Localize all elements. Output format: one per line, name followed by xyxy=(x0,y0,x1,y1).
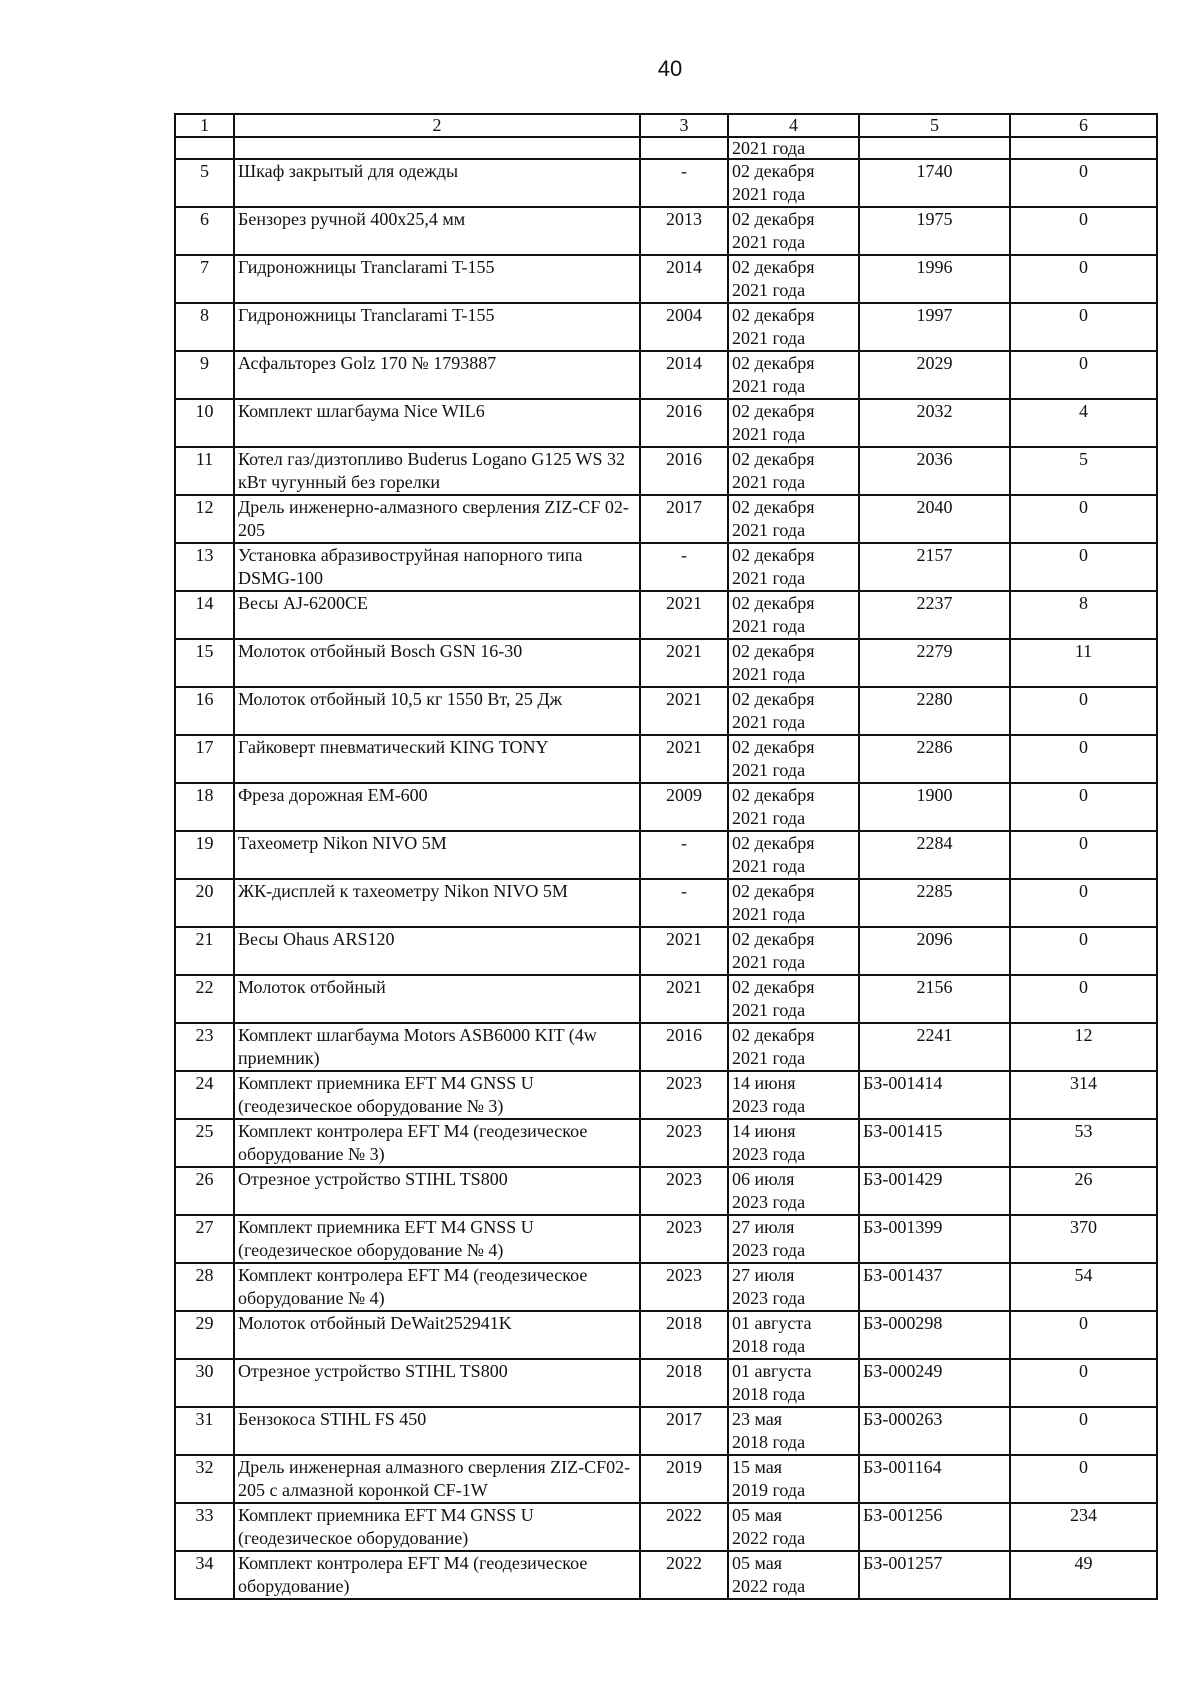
table-row xyxy=(175,1407,1157,1455)
inventory-number-cell: 2156 xyxy=(859,975,1010,1023)
year-cell: 2021 xyxy=(640,639,728,687)
year-cell: 2018 xyxy=(640,1359,728,1407)
inventory-number-cell: 2241 xyxy=(859,1023,1010,1071)
item-name-cell: Гайковерт пневматический KING TONY xyxy=(234,735,640,783)
value-cell: 0 xyxy=(1010,735,1157,783)
table-row xyxy=(175,879,1157,927)
inventory-number-cell: 2040 xyxy=(859,495,1010,543)
inventory-number-cell: 2096 xyxy=(859,927,1010,975)
row-number-cell: 6 xyxy=(175,207,234,255)
table-row xyxy=(175,159,1157,207)
date-cell: 05 мая 2022 года xyxy=(728,1551,859,1599)
year-cell: 2017 xyxy=(640,495,728,543)
date-cell: 06 июля 2023 года xyxy=(728,1167,859,1215)
inventory-number-cell: БЗ-001414 xyxy=(859,1071,1010,1119)
inventory-number-cell: 2036 xyxy=(859,447,1010,495)
value-cell xyxy=(1010,137,1157,159)
row-number-cell: 8 xyxy=(175,303,234,351)
year-cell: 2021 xyxy=(640,591,728,639)
value-cell: 26 xyxy=(1010,1167,1157,1215)
item-name-cell: Бензокоса STIHL FS 450 xyxy=(234,1407,640,1455)
item-name-cell: Асфальторез Golz 170 № 1793887 xyxy=(234,351,640,399)
year-cell: - xyxy=(640,159,728,207)
inventory-number-cell: 2237 xyxy=(859,591,1010,639)
value-cell: 0 xyxy=(1010,1407,1157,1455)
row-number-cell: 13 xyxy=(175,543,234,591)
date-cell: 02 декабря 2021 года xyxy=(728,879,859,927)
table-row xyxy=(175,1119,1157,1167)
row-number-cell: 16 xyxy=(175,687,234,735)
row-number-cell: 22 xyxy=(175,975,234,1023)
table-row xyxy=(175,255,1157,303)
item-name-cell: Весы Ohaus ARS120 xyxy=(234,927,640,975)
column-header: 1 xyxy=(175,114,234,137)
row-number-cell: 20 xyxy=(175,879,234,927)
year-cell: 2023 xyxy=(640,1119,728,1167)
date-cell: 02 декабря 2021 года xyxy=(728,783,859,831)
year-cell: 2021 xyxy=(640,735,728,783)
row-number-cell: 17 xyxy=(175,735,234,783)
table-row xyxy=(175,447,1157,495)
inventory-number-cell: 1996 xyxy=(859,255,1010,303)
row-number-cell: 27 xyxy=(175,1215,234,1263)
date-cell: 02 декабря 2021 года xyxy=(728,1023,859,1071)
table-row xyxy=(175,1551,1157,1599)
column-header: 3 xyxy=(640,114,728,137)
inventory-number-cell: 1975 xyxy=(859,207,1010,255)
item-name-cell: Молоток отбойный 10,5 кг 1550 Вт, 25 Дж xyxy=(234,687,640,735)
value-cell: 0 xyxy=(1010,255,1157,303)
year-cell: 2004 xyxy=(640,303,728,351)
value-cell: 49 xyxy=(1010,1551,1157,1599)
table-row xyxy=(175,783,1157,831)
value-cell: 5 xyxy=(1010,447,1157,495)
item-name-cell: Молоток отбойный xyxy=(234,975,640,1023)
table-row xyxy=(175,639,1157,687)
year-cell: 2023 xyxy=(640,1263,728,1311)
row-number-cell: 18 xyxy=(175,783,234,831)
year-cell xyxy=(640,137,728,159)
date-cell: 01 августа 2018 года xyxy=(728,1311,859,1359)
date-cell: 01 августа 2018 года xyxy=(728,1359,859,1407)
table-row xyxy=(175,735,1157,783)
item-name-cell: Шкаф закрытый для одежды xyxy=(234,159,640,207)
date-cell: 15 мая 2019 года xyxy=(728,1455,859,1503)
year-cell: 2016 xyxy=(640,1023,728,1071)
value-cell: 0 xyxy=(1010,207,1157,255)
inventory-number-cell: 1900 xyxy=(859,783,1010,831)
item-name-cell: Бензорез ручной 400х25,4 мм xyxy=(234,207,640,255)
year-cell: 2017 xyxy=(640,1407,728,1455)
value-cell: 8 xyxy=(1010,591,1157,639)
value-cell: 53 xyxy=(1010,1119,1157,1167)
row-number-cell: 12 xyxy=(175,495,234,543)
date-cell: 05 мая 2022 года xyxy=(728,1503,859,1551)
item-name-cell: Комплект шлагбаума Motors ASB6000 KIT (4w приемник) xyxy=(234,1023,640,1071)
column-header: 5 xyxy=(859,114,1010,137)
date-cell: 02 декабря 2021 года xyxy=(728,207,859,255)
year-cell: 2021 xyxy=(640,975,728,1023)
item-name-cell: Комплект контролера EFT M4 (геодезическое оборудование № 3) xyxy=(234,1119,640,1167)
value-cell: 0 xyxy=(1010,303,1157,351)
row-number-cell: 29 xyxy=(175,1311,234,1359)
value-cell: 4 xyxy=(1010,399,1157,447)
row-number-cell: 21 xyxy=(175,927,234,975)
row-number-cell: 10 xyxy=(175,399,234,447)
date-cell: 02 декабря 2021 года xyxy=(728,351,859,399)
inventory-number-cell: 1740 xyxy=(859,159,1010,207)
row-number-cell: 7 xyxy=(175,255,234,303)
column-header: 6 xyxy=(1010,114,1157,137)
date-cell: 14 июня 2023 года xyxy=(728,1119,859,1167)
value-cell: 234 xyxy=(1010,1503,1157,1551)
table-row xyxy=(175,1263,1157,1311)
year-cell: 2009 xyxy=(640,783,728,831)
item-name-cell: Фреза дорожная EM-600 xyxy=(234,783,640,831)
row-number-cell: 28 xyxy=(175,1263,234,1311)
value-cell: 0 xyxy=(1010,1455,1157,1503)
item-name-cell: Молоток отбойный DeWait252941K xyxy=(234,1311,640,1359)
date-cell: 02 декабря 2021 года xyxy=(728,639,859,687)
table-row xyxy=(175,1167,1157,1215)
year-cell: 2021 xyxy=(640,927,728,975)
inventory-number-cell: БЗ-001256 xyxy=(859,1503,1010,1551)
value-cell: 314 xyxy=(1010,1071,1157,1119)
date-cell: 02 декабря 2021 года xyxy=(728,495,859,543)
date-cell: 02 декабря 2021 года xyxy=(728,927,859,975)
table-row xyxy=(175,1215,1157,1263)
year-cell: - xyxy=(640,831,728,879)
row-number-cell: 5 xyxy=(175,159,234,207)
table-row xyxy=(175,975,1157,1023)
inventory-number-cell: БЗ-001437 xyxy=(859,1263,1010,1311)
value-cell: 0 xyxy=(1010,783,1157,831)
table-row xyxy=(175,207,1157,255)
item-name-cell: Комплект приемника EFT M4 GNSS U (геодезическое оборудование № 3) xyxy=(234,1071,640,1119)
value-cell: 0 xyxy=(1010,159,1157,207)
item-name-cell: Отрезное устройство STIHL TS800 xyxy=(234,1167,640,1215)
date-cell: 02 декабря 2021 года xyxy=(728,543,859,591)
table-row xyxy=(175,687,1157,735)
inventory-number-cell: 2285 xyxy=(859,879,1010,927)
column-header: 2 xyxy=(234,114,640,137)
year-cell: 2018 xyxy=(640,1311,728,1359)
table-row xyxy=(175,1311,1157,1359)
item-name-cell: Отрезное устройство STIHL TS800 xyxy=(234,1359,640,1407)
value-cell: 0 xyxy=(1010,975,1157,1023)
year-cell: 2023 xyxy=(640,1071,728,1119)
column-header-row xyxy=(175,114,1157,137)
year-cell: - xyxy=(640,879,728,927)
year-cell: 2023 xyxy=(640,1167,728,1215)
date-cell: 02 декабря 2021 года xyxy=(728,159,859,207)
row-number-cell: 14 xyxy=(175,591,234,639)
item-name-cell: Комплект приемника EFT M4 GNSS U (геодезическое оборудование № 4) xyxy=(234,1215,640,1263)
inventory-number-cell: 2284 xyxy=(859,831,1010,879)
table-row xyxy=(175,1023,1157,1071)
year-cell: 2014 xyxy=(640,351,728,399)
row-number-cell: 19 xyxy=(175,831,234,879)
year-cell: 2021 xyxy=(640,687,728,735)
value-cell: 12 xyxy=(1010,1023,1157,1071)
inventory-number-cell: БЗ-001164 xyxy=(859,1455,1010,1503)
date-cell: 02 декабря 2021 года xyxy=(728,399,859,447)
date-cell: 02 декабря 2021 года xyxy=(728,687,859,735)
date-cell: 02 декабря 2021 года xyxy=(728,303,859,351)
table-row xyxy=(175,1071,1157,1119)
inventory-number-cell: БЗ-000249 xyxy=(859,1359,1010,1407)
row-number-cell: 30 xyxy=(175,1359,234,1407)
item-name-cell: Комплект контролера EFT M4 (геодезическое оборудование) xyxy=(234,1551,640,1599)
value-cell: 11 xyxy=(1010,639,1157,687)
inventory-number-cell: 1997 xyxy=(859,303,1010,351)
item-name-cell: Комплект приемника EFT M4 GNSS U (геодезическое оборудование) xyxy=(234,1503,640,1551)
row-number-cell: 11 xyxy=(175,447,234,495)
date-cell: 02 декабря 2021 года xyxy=(728,447,859,495)
row-number-cell: 32 xyxy=(175,1455,234,1503)
item-name-cell: Весы AJ-6200CE xyxy=(234,591,640,639)
table-row xyxy=(175,591,1157,639)
date-cell: 02 декабря 2021 года xyxy=(728,255,859,303)
inventory-number-cell: БЗ-001399 xyxy=(859,1215,1010,1263)
table-row xyxy=(175,1503,1157,1551)
item-name-cell: Котел газ/дизтопливо Buderus Logano G125 WS 32 кВт чугунный без горелки xyxy=(234,447,640,495)
item-name-cell: Комплект контролера EFT M4 (геодезическое оборудование № 4) xyxy=(234,1263,640,1311)
row-number-cell: 25 xyxy=(175,1119,234,1167)
date-cell: 14 июня 2023 года xyxy=(728,1071,859,1119)
item-name-cell: Гидроножницы Tranclarami T-155 xyxy=(234,303,640,351)
inventory-number-cell: 2029 xyxy=(859,351,1010,399)
row-number-cell: 15 xyxy=(175,639,234,687)
value-cell: 0 xyxy=(1010,687,1157,735)
value-cell: 0 xyxy=(1010,927,1157,975)
date-cell: 2021 года xyxy=(728,137,859,159)
inventory-number-cell: 2279 xyxy=(859,639,1010,687)
column-header: 4 xyxy=(728,114,859,137)
table-row xyxy=(175,1359,1157,1407)
table-row xyxy=(175,543,1157,591)
row-number-cell: 33 xyxy=(175,1503,234,1551)
value-cell: 0 xyxy=(1010,495,1157,543)
row-number-cell: 24 xyxy=(175,1071,234,1119)
item-name-cell: Тахеометр Nikon NIVO 5M xyxy=(234,831,640,879)
year-cell: 2022 xyxy=(640,1503,728,1551)
year-cell: 2022 xyxy=(640,1551,728,1599)
date-cell: 27 июля 2023 года xyxy=(728,1215,859,1263)
inventory-number-cell: БЗ-000298 xyxy=(859,1311,1010,1359)
value-cell: 0 xyxy=(1010,351,1157,399)
table-row xyxy=(175,831,1157,879)
value-cell: 0 xyxy=(1010,1359,1157,1407)
date-cell: 02 декабря 2021 года xyxy=(728,735,859,783)
item-name-cell: Дрель инженерная алмазного сверления ZIZ-CF02-205 с алмазной коронкой CF-1W xyxy=(234,1455,640,1503)
item-name-cell: Установка абразивоструйная напорного типа DSMG-100 xyxy=(234,543,640,591)
year-cell: 2016 xyxy=(640,447,728,495)
item-name-cell: Гидроножницы Tranclarami T-155 xyxy=(234,255,640,303)
value-cell: 0 xyxy=(1010,1311,1157,1359)
inventory-number-cell: 2286 xyxy=(859,735,1010,783)
inventory-number-cell: 2280 xyxy=(859,687,1010,735)
inventory-number-cell: БЗ-001415 xyxy=(859,1119,1010,1167)
date-cell: 02 декабря 2021 года xyxy=(728,831,859,879)
row-number-cell: 9 xyxy=(175,351,234,399)
year-cell: 2016 xyxy=(640,399,728,447)
row-number-cell xyxy=(175,137,234,159)
year-cell: - xyxy=(640,543,728,591)
date-cell: 02 декабря 2021 года xyxy=(728,975,859,1023)
inventory-number-cell: БЗ-001429 xyxy=(859,1167,1010,1215)
inventory-number-cell: 2157 xyxy=(859,543,1010,591)
row-number-cell: 26 xyxy=(175,1167,234,1215)
inventory-table xyxy=(174,113,1158,1600)
inventory-number-cell: 2032 xyxy=(859,399,1010,447)
value-cell: 370 xyxy=(1010,1215,1157,1263)
year-cell: 2019 xyxy=(640,1455,728,1503)
table-row xyxy=(175,351,1157,399)
date-cell: 27 июля 2023 года xyxy=(728,1263,859,1311)
year-cell: 2014 xyxy=(640,255,728,303)
inventory-number-cell: БЗ-001257 xyxy=(859,1551,1010,1599)
inventory-number-cell: БЗ-000263 xyxy=(859,1407,1010,1455)
item-name-cell: ЖК-дисплей к тахеометру Nikon NIVO 5M xyxy=(234,879,640,927)
year-cell: 2023 xyxy=(640,1215,728,1263)
value-cell: 0 xyxy=(1010,831,1157,879)
inventory-number-cell xyxy=(859,137,1010,159)
table-row xyxy=(175,1455,1157,1503)
value-cell: 0 xyxy=(1010,879,1157,927)
item-name-cell xyxy=(234,137,640,159)
table-row xyxy=(175,495,1157,543)
table-row xyxy=(175,927,1157,975)
row-number-cell: 31 xyxy=(175,1407,234,1455)
value-cell: 54 xyxy=(1010,1263,1157,1311)
item-name-cell: Дрель инженерно-алмазного сверления ZIZ-CF 02-205 xyxy=(234,495,640,543)
table-row xyxy=(175,303,1157,351)
date-cell: 23 мая 2018 года xyxy=(728,1407,859,1455)
table-row xyxy=(175,399,1157,447)
item-name-cell: Комплект шлагбаума Nice WIL6 xyxy=(234,399,640,447)
value-cell: 0 xyxy=(1010,543,1157,591)
page-number: 40 xyxy=(657,56,683,81)
continuation-row xyxy=(175,137,1157,159)
date-cell: 02 декабря 2021 года xyxy=(728,591,859,639)
row-number-cell: 23 xyxy=(175,1023,234,1071)
row-number-cell: 34 xyxy=(175,1551,234,1599)
year-cell: 2013 xyxy=(640,207,728,255)
item-name-cell: Молоток отбойный Bosch GSN 16-30 xyxy=(234,639,640,687)
